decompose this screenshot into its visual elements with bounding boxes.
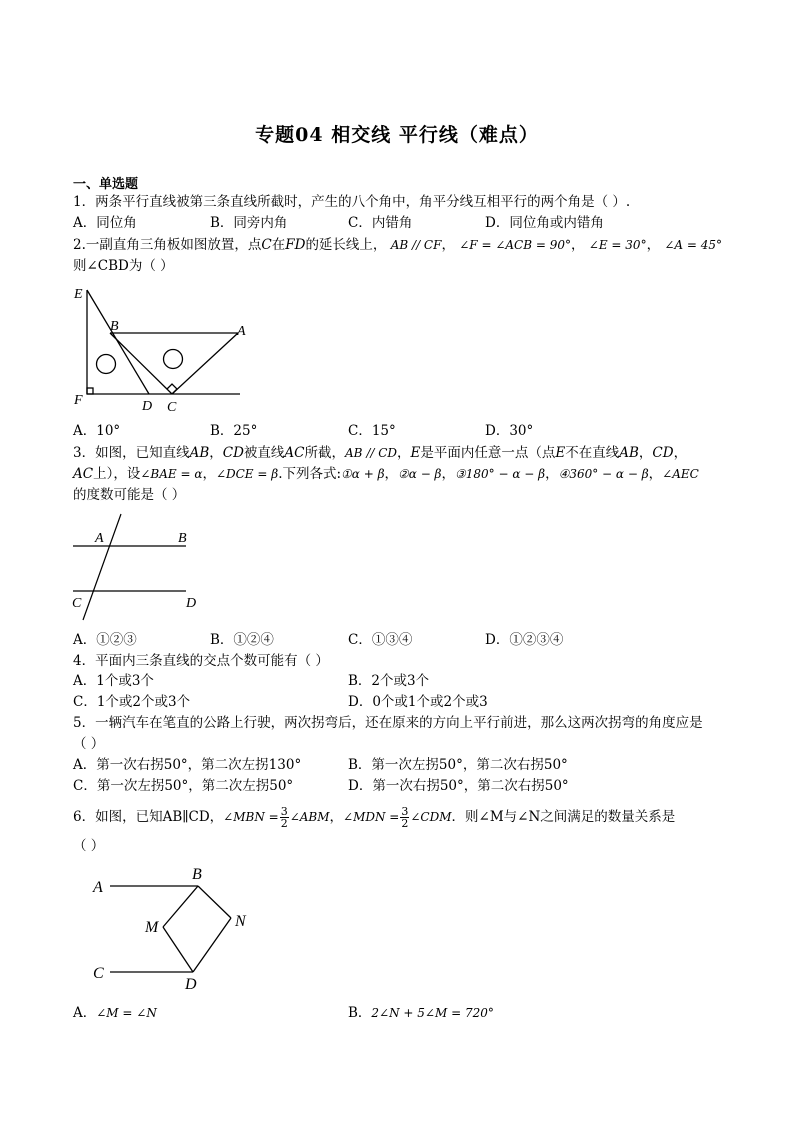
q4-stem: 4．平面内三条直线的交点个数可能有（ ）	[73, 653, 329, 669]
q2-label-a: A	[237, 324, 246, 339]
q3-stem-line3: 的度数可能是（ ）	[73, 487, 186, 503]
q2-option-a[interactable]: A．10°	[73, 423, 121, 439]
q2-label-b: B	[110, 319, 119, 334]
q3-stem-line1: 3．如图，已知直线AB，CD被直线AC所截，AB // CD，E是平面内任意一点（点E不在直线AB，CD，	[73, 445, 688, 461]
q3-option-c[interactable]: C．①③④	[348, 632, 413, 648]
q2-condition-a: ∠A = 45°	[664, 238, 723, 252]
q2-circle-right	[164, 350, 183, 369]
q2-line-ed	[87, 290, 149, 394]
q6-label-a: A	[93, 879, 103, 896]
q2-label-c: C	[167, 400, 177, 414]
q6-fraction-2: $\frac{3}{2}$	[401, 805, 409, 830]
q4-option-a[interactable]: A．1个或3个	[73, 673, 154, 689]
q3-formula-4: ④360° − α − β	[558, 467, 649, 481]
section-heading: 一、单选题	[73, 177, 139, 192]
q6-line-bm	[163, 886, 198, 927]
q3-formula-3: ③180° − α − β	[455, 467, 546, 481]
q5-option-a[interactable]: A．第一次右拐50°，第二次左拐130°	[73, 757, 302, 773]
q6-line-nd	[193, 918, 231, 972]
q6-stem: 6．如图，已知AB∥CD，∠MBN = $\frac{3}{2}$ ∠ABM，∠MDN = $\frac{3}{2}$ ∠CDM．则∠M与∠N之间满足的数量关系是	[73, 805, 676, 830]
q2-label-e: E	[74, 287, 83, 302]
q2-label-d: D	[142, 399, 153, 414]
q6-line-md	[163, 927, 193, 972]
q5-option-b[interactable]: B．第一次左拐50°，第二次右拐50°	[348, 757, 568, 773]
q2-condition-e: ∠E = 30°	[588, 238, 647, 252]
q2-figure	[70, 282, 250, 414]
q2-option-b[interactable]: B．25°	[210, 423, 258, 439]
q2-condition-parallel: AB // CF	[390, 238, 442, 252]
q6-option-b[interactable]: B．2∠N + 5∠M = 720°	[348, 1005, 494, 1021]
q2-stem-line2: 则∠CBD为（ ）	[73, 258, 174, 274]
q3-label-b: B	[178, 531, 187, 546]
q2-line-bc	[110, 333, 172, 394]
q6-option-a[interactable]: A．∠M = ∠N	[73, 1005, 157, 1021]
q6-stem-2: （ ）	[73, 838, 105, 854]
q2-option-c[interactable]: C．15°	[348, 423, 396, 439]
q6-label-m: M	[145, 919, 159, 936]
q6-figure	[85, 862, 255, 994]
q6-label-d: D	[185, 976, 197, 993]
q3-formula-2: ②α − β	[398, 467, 442, 481]
q5-option-d[interactable]: D．第一次右拐50°，第二次右拐50°	[348, 778, 569, 794]
q4-option-b[interactable]: B．2个或3个	[348, 673, 430, 689]
q1-option-d[interactable]: D．同位角或内错角	[485, 215, 604, 231]
q6-line-bn	[198, 886, 231, 918]
page-title: 专题04 相交线 平行线（难点）	[255, 124, 539, 146]
q3-label-d: D	[186, 596, 197, 611]
q2-right-angle-f	[87, 388, 93, 394]
q5-option-c[interactable]: C．第一次左拐50°，第二次左拐50°	[73, 778, 294, 794]
q2-condition-right-angles: ∠F = ∠ACB = 90°	[459, 238, 571, 252]
q3-option-b[interactable]: B．①②④	[210, 632, 274, 648]
q3-label-a: A	[95, 531, 104, 546]
q1-option-b[interactable]: B．同旁内角	[210, 215, 288, 231]
q3-line-ac	[83, 514, 121, 620]
q6-label-b: B	[192, 866, 202, 883]
q1-option-a[interactable]: A．同位角	[73, 215, 137, 231]
q4-option-d[interactable]: D．0个或1个或2个或3	[348, 694, 488, 710]
q3-option-d[interactable]: D．①②③④	[485, 632, 564, 648]
q2-label-f: F	[74, 393, 83, 408]
q3-stem-line2: AC上），设∠BAE = α，∠DCE = β.下列各式:①α + β，②α − β，③180° − α − β，④360° − α − β，∠AEC	[73, 466, 699, 482]
q6-label-c: C	[93, 965, 104, 982]
q2-option-d[interactable]: D．30°	[485, 423, 534, 439]
q3-option-a[interactable]: A．①②③	[73, 632, 137, 648]
q1-stem: 1．两条平行直线被第三条直线所截时，产生的八个角中，角平分线互相平行的两个角是（ ）.	[73, 194, 631, 210]
q6-fraction-1: $\frac{3}{2}$	[280, 805, 288, 830]
q4-option-c[interactable]: C．1个或2个或3个	[73, 694, 191, 710]
q3-label-c: C	[72, 596, 82, 611]
q2-circle-left	[97, 355, 116, 374]
q1-option-c[interactable]: C．内错角	[348, 215, 413, 231]
q5-stem: 5．一辆汽车在笔直的公路上行驶，两次拐弯后，还在原来的方向上平行前进，那么这两次拐弯的角度应是	[73, 715, 703, 731]
q3-formula-1: ①α + β	[341, 467, 385, 481]
q3-figure	[68, 510, 198, 625]
q6-label-n: N	[235, 913, 246, 930]
q2-stem-line1: 2.一副直角三角板如图放置，点C在FD的延长线上， AB // CF， ∠F = ∠ACB = 90°， ∠E = 30°， ∠A = 45°	[73, 237, 723, 253]
q5-stem-2: （ ）	[73, 736, 105, 752]
q2-right-angle-c	[167, 384, 177, 394]
